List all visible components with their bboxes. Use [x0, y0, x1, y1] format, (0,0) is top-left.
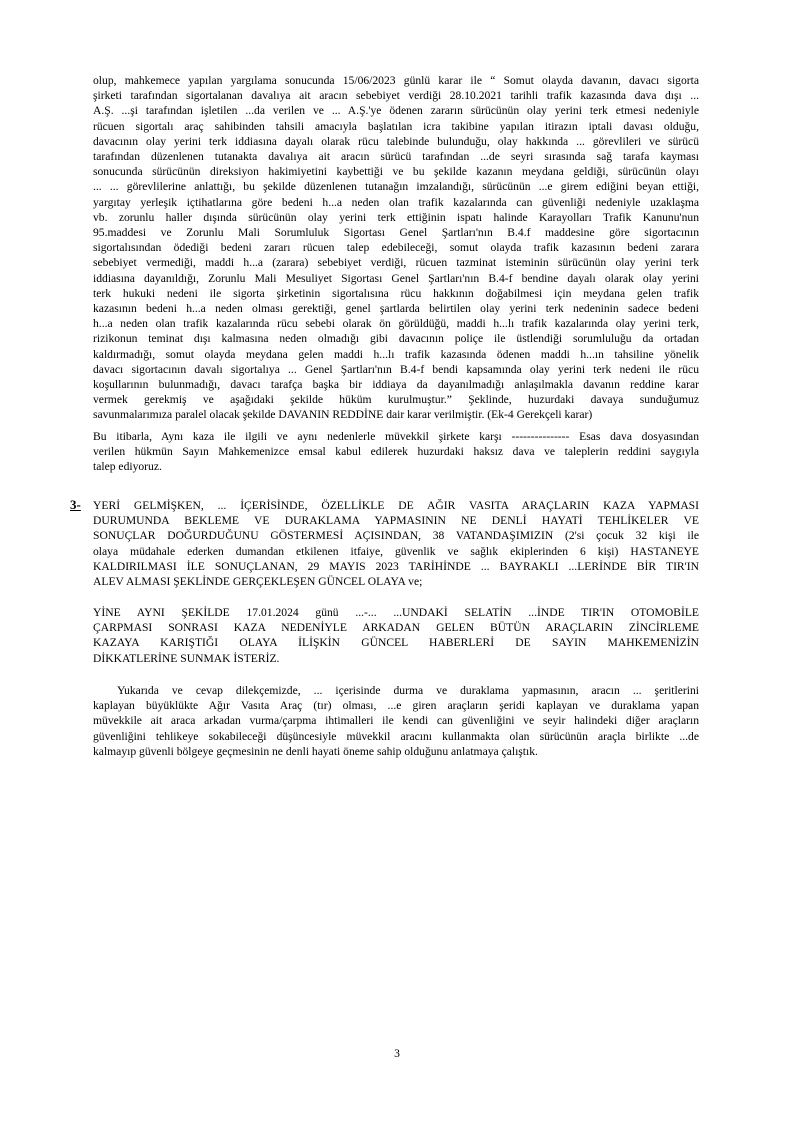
text-line: 95.maddesi ve Zorunlu Mali Sorumluluk Sigortası Genel Şartları'nın B.4.f maddesine göre sigortacının [93, 226, 699, 240]
text-line: tarafından düzenlenen tutanakta davalıya ait aracın sürücü tarafından ...de seyri sırasında sağ tarafa kayması [93, 150, 699, 164]
text-line: DİKKATLERİNE SUNMAK İSTERİZ. [93, 651, 280, 665]
text-line: A.Ş. ...şi tarafından işletilen ...da verilen ve ... A.Ş.'ye ödenen zararın sürücünün olay yerini terk etmesi nedeniyle [93, 104, 699, 118]
text-line: müvekkile ait araca arkadan vurma/çarpma ihtimalleri ile kendi can güvenliğini ve seyir halindeki diğer araçların [93, 714, 699, 728]
text-line: YERİ GELMİŞKEN, ... İÇERİSİNDE, ÖZELLİKLE DE AĞIR VASITA ARAÇLARIN KAZA YAPMASI [93, 499, 699, 512]
text-line: sebebiyet vermediği, maddi h...a (zarara) sebebiyet verdiği, rücuen tazminat isteminin sürücünün olay yerini terk [93, 256, 699, 270]
text-line: davacının olay yerini terk iddiasına dayalı olarak rücu talebinde bulunduğu, olay hakkında ... görevlileri ve sürücü [93, 134, 699, 148]
text-line: SONUÇLAR DOĞURDUĞUNU GÖSTERMESİ AÇISINDAN, 38 VATANDAŞIMIZIN (2'si çocuk 32 kişi ile [93, 529, 699, 543]
paragraph-explanation [93, 683, 699, 759]
section-number: 3- [70, 497, 81, 512]
text-line: Bu itibarla, Aynı kaza ile ilgili ve aynı nedenlerle müvekkil şirkete karşı --------------- Esas dava dosyasından [93, 430, 699, 443]
text-line: rizikonun teminat dışı kalmasına neden olmadığı gibi davacının poliçe ile üstlendiği sorumluluğu da ortadan [93, 332, 699, 346]
text-line: davacı sigortacının davalı sigortalıya ... Genel Şartları'nın B.4-f bendi kapsamında olay yerini terk nedeni ile rücu [93, 362, 699, 376]
text-line: sonucunda sürücünün direksiyon hakimiyetini kaybettiği ve bu şekilde kazanın meydana geldiği, sürücünün olayı [93, 165, 699, 179]
text-line: kazasının bedeni h...a neden olması gerektiği, genel şartlarda belirtilen olay yerini terk nedeninin sadece bedeni [93, 302, 699, 316]
text-line: ... ... görevlilerine anlattığı, bu şekilde düzenlenen tutanağın imzalandığı, sürücünün ...e girem ediğini beyan ettiği, [93, 180, 699, 194]
text-line: KAZAYA KARIŞTIĞI OLAYA İLİŞKİN GÜNCEL HABERLERİ DE SAYIN MAHKEMENİZİN [93, 636, 699, 650]
text-line: vb. zorunlu haller dışında sürücünün olay yerini terk ettiğinin ispatı halinde Karayolları Trafik Kanunu'nun [93, 210, 699, 224]
section-3-heading [93, 498, 699, 589]
text-line: Yukarıda ve cevap dilekçemizde, ... içerisinde durma ve duraklama yapmasının, aracın ... şeritlerini [117, 684, 699, 697]
text-line: DURUMUNDA BEKLEME VE DURAKLAMA YAPMASININ NE DENLİ HAYATİ TEHLİKELER VE [93, 514, 699, 528]
text-line: şirketi tarafından sigortalanan davalıya ait aracın sebebiyet verdiği 28.10.2021 tarihli trafik kazasında dava dışı ... [93, 89, 699, 103]
text-line: verilen hükmün Sayın Mahkemenizce emsal kabul edilerek huzurdaki haksız dava ve taleplerin reddini saygıyla [93, 445, 699, 459]
text-line: yargıtay yerleşik içtihatlarına göre bedeni h...a neden olan trafik kazalarında can güvenliği nedeniyle uzaklaşma [93, 195, 699, 209]
text-line: YİNE AYNI ŞEKİLDE 17.01.2024 günü ...-... ...UNDAKİ SELATİN ...İNDE TIR'IN OTOMOBİLE [93, 606, 699, 619]
text-line: rücuen sigortalı araç sahibinden tahsili amacıyla başlatılan icra takibine yapılan itirazın iptali davası olduğu, [93, 119, 699, 133]
text-line: kaldırmadığı, somut olayda meydana gelen maddi h...lı trafik kazasında ödenen maddi h...ın tahsiline yönelik [93, 347, 699, 361]
text-line: h...a neden olan trafik kazalarında rücu sebebi olarak ön görüldüğü, maddi h...lı trafik kazalarında olay yerini terk, [93, 317, 699, 331]
text-line: olup, mahkemece yapılan yargılama sonucunda 15/06/2023 günlü karar ile “ Somut olayda davanın, davacı sigorta [93, 74, 699, 87]
text-line: güvenliğini tehlikeye sokabileceği düşüncesiyle müvekkil aracını kullanmakta olan sürücünün araçla birlikte ...de [93, 729, 699, 743]
paragraph-court-decision [93, 73, 699, 423]
section-3-news-heading [93, 605, 699, 666]
paragraph-request [93, 429, 699, 475]
text-line: iddiasına dayanıldığı, Zorunlu Mali Mesuliyet Sigortası Genel Şartları'nın B.4-f bendine dayalı olarak olay yerini [93, 271, 699, 285]
text-line: terk hukuki nedeni ile sigorta şirketinin sigortalısına rücu hakkının doğabilmesi için meydana gelen trafik [93, 286, 699, 300]
page-number: 3 [394, 1047, 400, 1060]
text-line: koşullarının bulunmadığı, davacı tarafça başka bir iddiaya da dayanılmadığı anlaşılmakla davanın reddine karar [93, 378, 699, 392]
text-line: ÇARPMASI SONRASI KAZA NEDENİYLE ARKADAN GELEN BÜTÜN ARAÇLARIN ZİNCİRLEME [93, 621, 699, 635]
text-line: vermek gerekmiş ve aşağıdaki şekilde hüküm kurulmuştur.” Şeklinde, huzurdaki davaya sunduğumuz [93, 393, 699, 407]
text-line: savunmalarımıza paralel olacak şekilde DAVANIN REDDİNE dair karar verilmiştir. (Ek-4 Gerekçeli karar) [93, 408, 593, 422]
text-line: talep ediyoruz. [93, 460, 162, 474]
text-line: kalmayıp güvenli bölgeye geçmesinin ne denli hayati öneme sahip olduğunu anlatmaya çalıştık. [93, 744, 538, 758]
text-line: kaplayan büyüklükte Ağır Vasıta Araç (tır) olması, ...e giren araçların şeridi kaplayan ve duraklama yapan [93, 699, 699, 713]
text-line: sigortalısından ödediği bedeni zararı rücuen talep edebileceği, somut olayda trafik kazasının bedeni zarara [93, 241, 699, 255]
text-line: KALDIRILMASI İLE SONUÇLANAN, 29 MAYIS 2023 TARİHİNDE ... BAYRAKLI ...LERİNDE BİR TIR'IN [93, 559, 699, 573]
text-line: ALEV ALMASI ŞEKLİNDE GERÇEKLEŞEN GÜNCEL OLAYA ve; [93, 575, 423, 589]
text-line: olaya müdahale ederken dumandan etkilenen itfaiye, güvenlik ve sağlık ekiplerinden 6 kişi) HASTANEYE [93, 544, 699, 558]
